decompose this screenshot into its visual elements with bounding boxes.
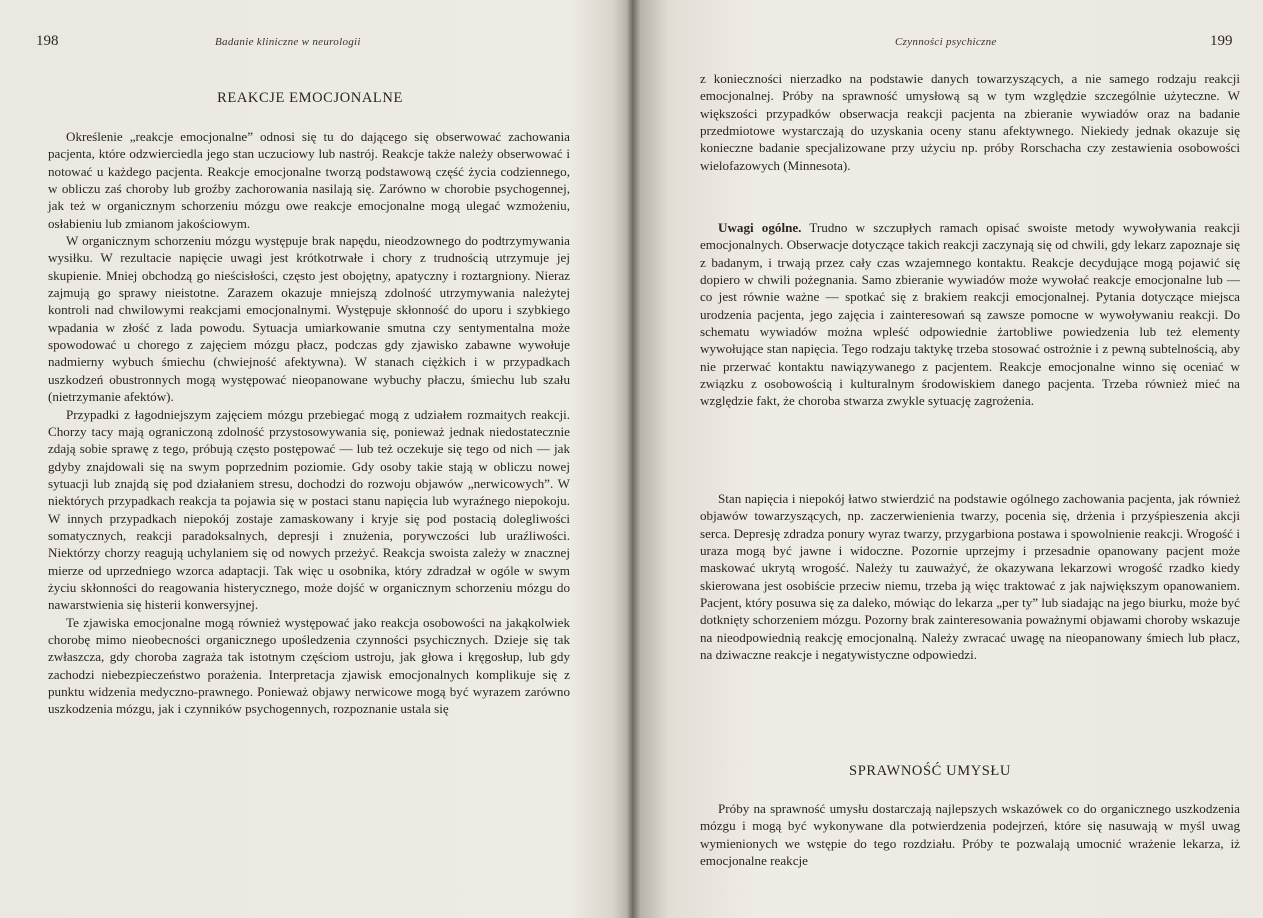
paragraph: Przypadki z łagodniejszym zajęciem mózgu przebiegać mogą z udziałem rozmaitych reakcji. Chorzy tacy mają ograniczoną zdolność przystosowywania się, ponieważ jednak niedostatecznie zdają sobie sprawę z tego, próbują często postępować — lub też oczekuje się tego od nich — jak gdyby znajdowali się na swym poprzednim poziomie. Gdy osoby takie stają w obliczu nowej sytuacji lub znajdą się pod działaniem stresu, dochodzi do rozwoju objawów „nerwicowych”. W niektórych przypadkach reakcja ta pojawia się w postaci stanu napięcia lub wyraźnego niepokoju. W innych przypadkach niepokój zostaje zamaskowany i kryje się pod postacią dolegliwości somatycznych, reakcji paradoksalnych, depresji i znużenia, porywczości lub uraźliwości. Niektórzy chorzy reagują uchylaniem się od nowych przeżyć. Reakcja swoista zależy w znacznej mierze od uprzedniego wzorca adaptacji. Tak więc u osobnika, który zdradzał w ogóle w swym życiu skłonności do reagowania histerycznego, może dojść w organicznym schorzeniu mózgu do nawarstwienia się histerii konwersyjnej. xyxy=(48,406,570,613)
body-text xyxy=(48,128,570,718)
body-text-sprawnosc xyxy=(700,800,1240,869)
page-number: 199 xyxy=(1210,33,1233,49)
paragraph-text: Trudno w szczupłych ramach opisać swoiste metody wywoływania reakcji emocjonalnych. Obserwacje dotyczące takich reakcji zaczynają się od chwili, gdy lekarz zapoznaje się z badanym, i trwają przez cały czas wzajemnego kontaktu. Reakcje decydujące mogą pojawić się dopiero w chwili pożegnania. Samo zbieranie wywiadów może wywołać reakcje emocjonalne lub — co jest równie ważne — spotkać się z brakiem reakcji emocjonalnej. Pytania dotyczące miejsca urodzenia pacjenta, jego zajęcia i zainteresowań są zawsze pomocne w wywoływaniu reakcji. Do schematu wywiadów można wpleść odpowiednie żartobliwe powiedzenia lub też elementy wywołujące stan napięcia. Tego rodzaju taktykę trzeba stosować ostrożnie i z pewną subtelnością, aby nie przerwać kontaktu nawiązywanego z pacjentem. Reakcje emocjonalne winno się oceniać w związku z osobowością i kulturalnym środowiskiem danego pacjenta. Trzeba również mieć na względzie fakt, że choroba stwarza zwykle sytuację zagrożenia. xyxy=(700,220,1240,409)
paragraph: Stan napięcia i niepokój łatwo stwierdzić na podstawie ogólnego zachowania pacjenta, jak również objawów towarzyszących, np. zaczerwienienia twarzy, pocenia się, drżenia i przyśpieszenia akcji serca. Depresję zdradza ponury wyraz twarzy, przygarbiona postawa i spowolnienie reakcji. Wrogość i uraza mogą być jawne i widoczne. Pozornie uprzejmy i przesadnie opanowany pacjent może maskować ukrytą wrogość. Należy tu zauważyć, że okazywana lekarzowi wrogość rzadko kiedy skierowana jest osobiście przeciw niemu, trzeba ją więc traktować z jak największym opanowaniem. Pacjent, który posuwa się za daleko, mówiąc do lekarza „per ty” lub siadając na jego biurku, może być dotknięty schorzeniem mózgu. Pozorny brak zainteresowania poważnymi objawami choroby wskazuje na nieodpowiednią reakcję emocjonalną. Należy zwracać uwagę na nieopanowany śmiech lub płacz, na dziwaczne reakcje i negatywistyczne odpowiedzi. xyxy=(700,491,1240,663)
paragraph: W organicznym schorzeniu mózgu występuje brak napędu, nieodzownego do podtrzymywania wysiłku. W rezultacie napięcie uwagi jest krótkotrwałe i chory z trudnością utrzymuje jej skupienie. Mniej obchodzą go nieścisłości, często jest obojętny, apatyczny i roztargniony. Nieraz zajmują go sprawy nieistotne. Zarazem okazuje mniejszą zdolność utrzymywania należytej kontroli nad chwilowymi reakcjami emocjonalnymi. Występuje skłonność do uporu i szybkiego wpadania w złość z lada powodu. Sytuacja umiarkowanie smutna czy sentymentalna może spowodować u chorego z zajęciem mózgu płacz, podczas gdy zjawisko zabawne wywołuje nadmierny wybuch śmiechu (chwiejność afektywna). W stanach ciężkich i w przypadkach uszkodzeń obustronnych mogą występować nieopanowane wybuchy płaczu, śmiechu lub szału (nietrzymanie afektów). xyxy=(48,233,570,405)
run-in-heading: Uwagi ogólne. xyxy=(718,220,802,235)
paragraph: Próby na sprawność umysłu dostarczają najlepszych wskazówek co do organicznego uszkodzenia mózgu i mogą być wykonywane dla potwierdzenia podejrzeń, które się nasuwają w myśl uwag wymienionych we wstępie do tego rozdziału. Próby te pozwalają umocnić wrażenie lekarza, iż emocjonalne reakcje xyxy=(700,801,1240,869)
body-text-continuation xyxy=(700,70,1240,174)
paragraph: Określenie „reakcje emocjonalne” odnosi się tu do dającego się obserwować zachowania pacjenta, które odzwierciedla jego stan uczuciowy lub nastrój. Reakcje także należy obserwować i notować u każdego pacjenta. Reakcje emocjonalne tworzą podstawową część życia codziennego, w obliczu zaś choroby lub groźby zachorowania nasilają się. Zarówno w chorobie psychogennej, jak też w organicznym schorzeniu mózgu owe reakcje emocjonalne mogą ulegać wzmożeniu, osłabieniu lub zmianom jakościowym. xyxy=(48,129,570,231)
left-page xyxy=(0,0,612,918)
paragraph: Te zjawiska emocjonalne mogą również występować jako reakcja osobowości na jakąkolwiek chorobę mimo nieobecności organicznego upośledzenia czynności psychicznych. Dzieje się tak zwłaszcza, gdy choroba zagraża tak istotnym częściom ustroju, jak głowa i kręgosłup, lub gdy zachodzi niebezpieczeństwo porażenia. Interpretacja zjawisk emocjonalnych komplikuje się z punktu widzenia medyczno-prawnego. Ponieważ objawy nerwicowe mogą być wyrazem zarówno uszkodzenia mózgu, jak i czynników psychogennych, rozpoznanie ustala się xyxy=(48,614,570,717)
section-heading: SPRAWNOŚĆ UMYSŁU xyxy=(849,763,1011,779)
paragraph xyxy=(700,219,1240,410)
page-number: 198 xyxy=(36,33,59,49)
section-heading: REAKCJE EMOCJONALNE xyxy=(217,90,403,106)
body-text-stan xyxy=(700,490,1240,663)
body-text-uwagi xyxy=(700,219,1240,410)
running-head: Badanie kliniczne w neurologii xyxy=(215,36,361,48)
paragraph: z konieczności nierzadko na podstawie danych towarzyszących, a nie samego rodzaju reakcji emocjonalnej. Próby na sprawność umysłową są w tym względzie szczególnie użyteczne. W większości przypadków obserwacja reakcji pacjenta na zbieranie wywiadów oraz na badanie przedmiotowe wystarczają do uzyskania oceny stanu afektywnego. Niekiedy jednak okazuje się konieczne badanie specjalizowane przy użyciu np. próby Rorschacha czy zestawienia osobowości wielofazowych (Minnesota). xyxy=(700,71,1240,173)
right-page xyxy=(650,0,1263,918)
running-head: Czynności psychiczne xyxy=(895,36,997,48)
